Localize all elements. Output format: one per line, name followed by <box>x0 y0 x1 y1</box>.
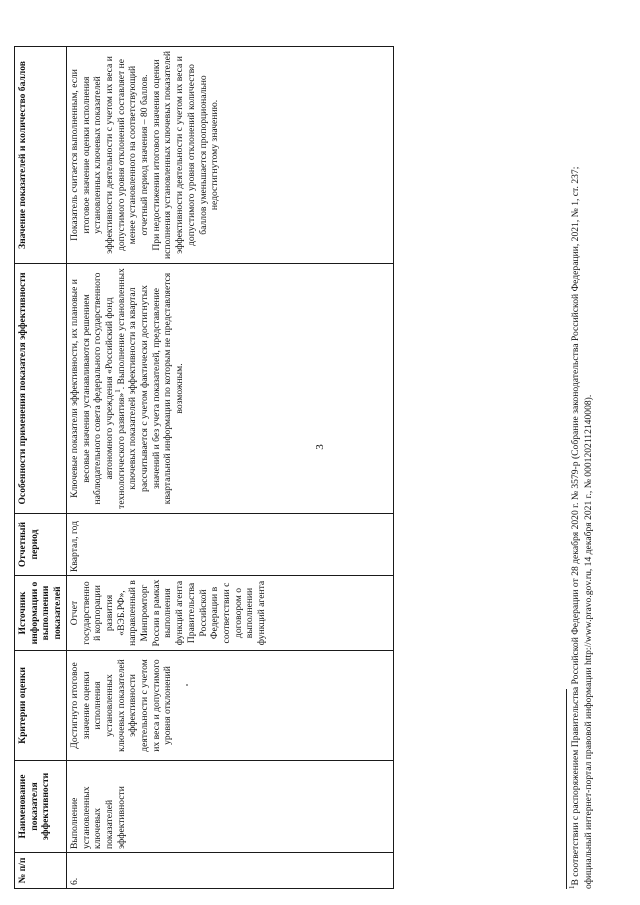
value-paragraph-1: Показатель считается выполненным, если итоговое значение оценки исполнения установленных ключевых показателей эффективности деятельности с учетом их веса и допустимого уровня отклонений составляет не менее установленного на соответствующий отчетный период значения – 80 баллов. <box>68 56 151 254</box>
footnote-reference: 1 <box>113 389 122 393</box>
header-value: Значение показателей и количество баллов <box>15 47 67 264</box>
cell-criteria: Достигнуто итоговое значение оценки исполнения установленных ключевых показателей эффективности деятельности с учетом их веса и допустимого уровня отклонений <box>66 651 393 761</box>
cell-number: 6. <box>66 853 393 889</box>
header-number: № п/п <box>15 853 67 889</box>
cell-value <box>66 47 393 264</box>
header-criteria: Критерии оценки <box>15 651 67 761</box>
page-number: 3 <box>314 444 326 450</box>
footnote <box>569 129 596 889</box>
kpi-table <box>14 46 394 889</box>
header-indicator-name: Наименование показателя эффективности <box>15 761 67 853</box>
footnote-divider <box>566 689 567 889</box>
footnote-mark: 1 <box>567 885 576 889</box>
features-period: . <box>115 386 127 390</box>
table-header-row <box>15 47 67 889</box>
footnote-text: В соответствии с распоряжением Правительства Российской Федерации от 28 декабря 2020 г. № 3579-р (Собрание законодательства Российской Федерации, 2021, № 1, ст. 237; официальный интернет-портал правовой информации http://www.pravo.gov.ru, 14 декабря 2021 г., № 0001202112140008). <box>570 166 595 889</box>
value-paragraph-2: При недостижении итогового значения оценки исполнения установленных ключевых показателей эффективности деятельности с учетом их веса и допустимого уровня отклонений количество баллов уменьшается пропорционально недостигнутому значению. <box>150 51 221 260</box>
features-main-text: Ключевые показатели эффективности, их плановые и весовые значения устанавливаются решением наблюдательного совета федерального государственного автономного учреждения «Российский фонд технологического развития» <box>68 272 127 509</box>
header-period: Отчетный период <box>15 514 67 576</box>
cell-indicator-name: Выполнение установленных ключевых показателей эффективности <box>66 761 393 853</box>
cell-source: Отчет государственной корпорации развития «ВЭБ.РФ», направленный в Минпромторг России в рамках выполнения функций агента Правительства Российской Федерации в соответствии с договором о выполнении функций агента <box>66 576 393 651</box>
rotated-page-content <box>8 15 628 895</box>
cell-period: Квартал, год <box>66 514 393 576</box>
header-features: Особенности применения показателя эффективности <box>15 264 67 514</box>
table-row <box>66 47 393 889</box>
cell-features <box>66 264 393 514</box>
features-rest-text: Выполнение установленных ключевых показателей эффективности за квартал рассчитывается с учетом фактически достигнутых значений и без учета показателей, представление квартальной информации по которым не представляется возможным. <box>115 268 186 505</box>
header-source: Источник информации о выполнении показателей <box>15 576 67 651</box>
